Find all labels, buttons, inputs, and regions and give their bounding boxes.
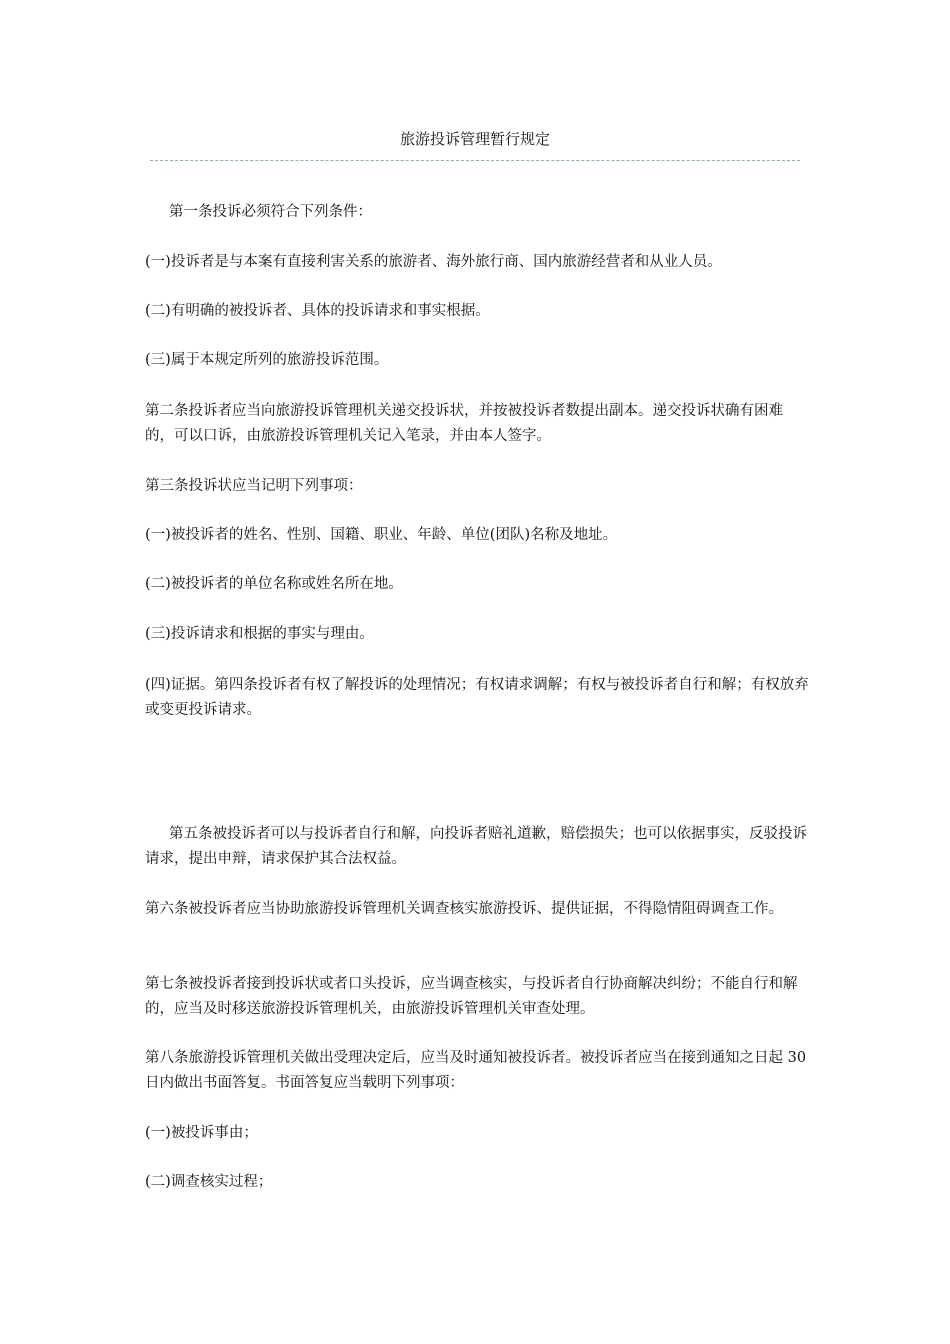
paragraph-article-1-item-3: (三)属于本规定所列的旅游投诉范围。 [145,352,389,368]
paragraph-article-3-item-3: (三)投诉请求和根据的事实与理由。 [145,626,374,642]
paragraph-article-3: 第三条投诉状应当记明下列事项： [145,478,363,494]
paragraph-article-1: 第一条投诉必须符合下列条件： [169,204,372,220]
paragraph-article-8: 第八条旅游投诉管理机关做出受理决定后，应当及时通知被投诉者。被投诉者应当在接到通知之日起 30 日内做出书面答复。书面答复应当载明下列事项： [145,1050,807,1091]
document-title: 旅游投诉管理暂行规定 [399,130,550,148]
paragraph-article-3-item-1: (一)被投诉者的姓名、性别、国籍、职业、年龄、单位(团队)名称及地址。 [145,527,618,543]
paragraph-article-7: 第七条被投诉者接到投诉状或者口头投诉，应当调查核实，与投诉者自行协商解决纠纷；不能自行和解的，应当及时移送旅游投诉管理机关，由旅游投诉管理机关审查处理。 [145,976,798,1017]
paragraph-article-1-item-2: (二)有明确的被投诉者、具体的投诉请求和事实根据。 [145,303,490,319]
paragraph-article-3-item-2: (二)被投诉者的单位名称或姓名所在地。 [145,576,403,592]
paragraph-article-5: 第五条被投诉者可以与投诉者自行和解，向投诉者赔礼道歉，赔偿损失；也可以依据事实，反驳投诉请求，提出申辩，请求保护其合法权益。 [145,826,807,867]
title-divider [150,160,800,161]
paragraph-article-8-item-2: (二)调查核实过程； [145,1174,273,1190]
paragraph-article-6: 第六条被投诉者应当协助旅游投诉管理机关调查核实旅游投诉、提供证据，不得隐情阻碍调查工作。 [145,901,783,917]
paragraph-article-8-item-1: (一)被投诉事由； [145,1125,258,1141]
paragraph-article-1-item-1: (一)投诉者是与本案有直接利害关系的旅游者、海外旅行商、国内旅游经营者和从业人员。 [145,254,722,270]
paragraph-article-2: 第二条投诉者应当向旅游投诉管理机关递交投诉状，并按被投诉者数提出副本。递交投诉状确有困难的，可以口诉，由旅游投诉管理机关记入笔录，并由本人签字。 [145,403,783,444]
paragraph-article-3-item-4-and-article-4: (四)证据。第四条投诉者有权了解投诉的处理情况；有权请求调解；有权与被投诉者自行和解；有权放弃或变更投诉请求。 [145,677,809,718]
